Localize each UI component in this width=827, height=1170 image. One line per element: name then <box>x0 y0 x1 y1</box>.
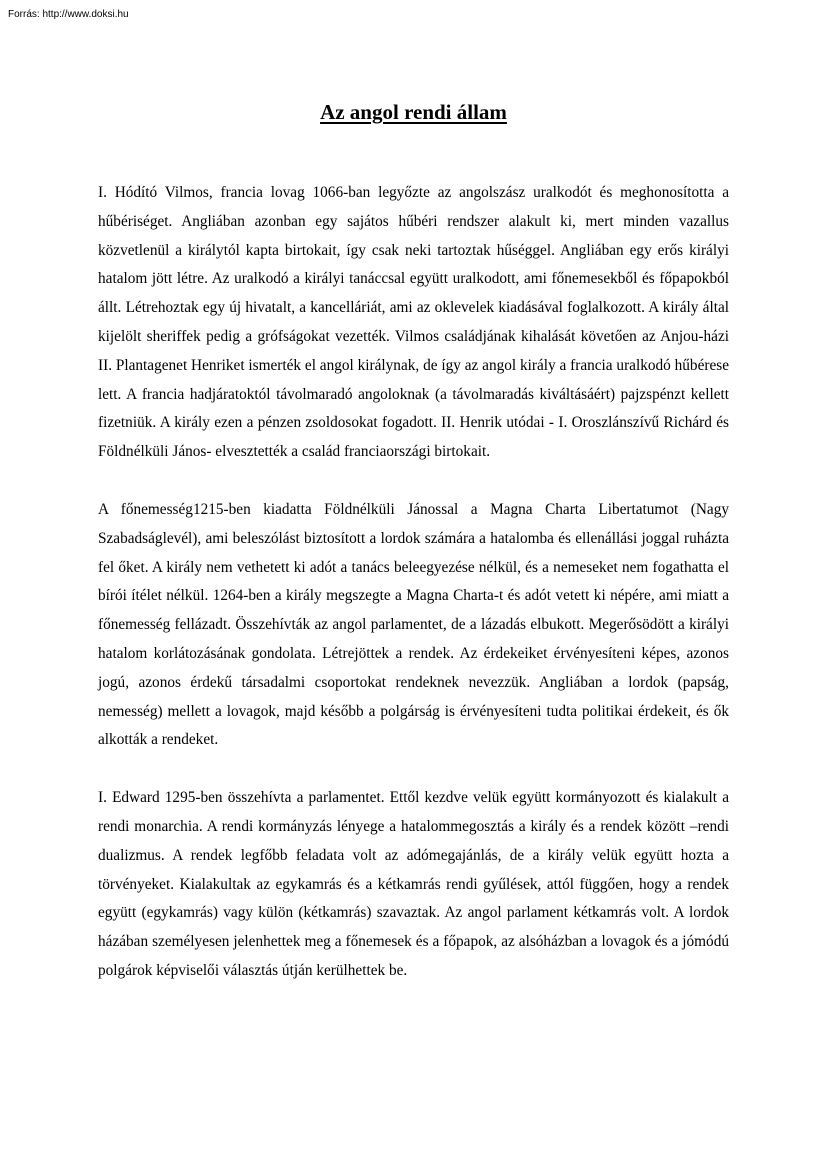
document-body <box>98 179 729 1015</box>
paragraph-1: I. Hódító Vilmos, francia lovag 1066-ban legyőzte az angolszász uralkodót és meghonosította a hűbériséget. Angliában azonban egy sajátos hűbéri rendszer alakult ki, mert minden vazallus közvetlenül a királytól kapta birtokait, így csak neki tartoztak hűséggel. Angliában egy erős királyi hatalom jött létre. Az uralkodó a királyi tanáccsal együtt uralkodott, ami főnemesekből és főpapokból állt. Létrehoztak egy új hivatalt, a kancelláriát, ami az oklevelek kiadásával foglalkozott. A király által kijelölt sheriffek pedig a grófságokat vezették. Vilmos családjának kihalását követően az Anjou-házi II. Plantagenet Henriket ismerték el angol királynak, de így az angol király a francia uralkodó hűbérese lett. A francia hadjáratoktól távolmaradó angoloknak (a távolmaradás kiváltásáért) pajzspénzt kellett fizetniük. A király ezen a pénzen zsoldosokat fogadott. II. Henrik utódai - I. Oroszlánszívű Richárd és Földnélküli János- elvesztették a család franciaországi birtokait. <box>98 184 729 461</box>
source-note: Forrás: http://www.doksi.hu <box>8 9 129 20</box>
paragraph-2: A főnemesség1215-ben kiadatta Földnélküli Jánossal a Magna Charta Libertatumot (Nagy Szabadságlevél), ami beleszólást biztosított a lordok számára a hatalomba és ellenállási joggal ruházta fel őket. A király nem vethetett ki adót a tanács beleegyezése nélkül, és a nemeseket nem fogathatta el bírói ítélet nélkül. 1264-ben a király megszegte a Magna Charta-t és adót vetett ki népére, ami miatt a főnemesség fellázadt. Összehívták az angol parlamentet, de a lázadás elbukott. Megerősödött a királyi hatalom korlátozásának gondolata. Létrejöttek a rendek. Az érdekeiket érvényesíteni képes, azonos jogú, azonos érdekű társadalmi csoportokat rendeknek nevezzük. Angliában a lordok (papság, nemesség) mellett a lovagok, majd később a polgárság is érvényesíteni tudta politikai érdekeit, és ők alkották a rendeket. <box>98 500 729 749</box>
paragraph-3: I. Edward 1295-ben összehívta a parlamentet. Ettől kezdve velük együtt kormányozott és kialakult a rendi monarchia. A rendi kormányzás lényege a hatalommegosztás a király és a rendek között –rendi dualizmus. A rendek legfőbb feladata volt az adómegajánlás, de a király velük együtt hozta a törvényeket. Kialakultak az egykamrás és a kétkamrás rendi gyűlések, attól függően, hogy a rendek együtt (egykamrás) vagy külön (kétkamrás) szavaztak. Az angol parlament kétkamrás volt. A lordok házában személyesen jelenhettek meg a főnemesek és a főpapok, az alsóházban a lovagok és a jómódú polgárok képviselői választás útján kerülhettek be. <box>98 789 729 979</box>
page-title: Az angol rendi állam <box>320 100 507 124</box>
